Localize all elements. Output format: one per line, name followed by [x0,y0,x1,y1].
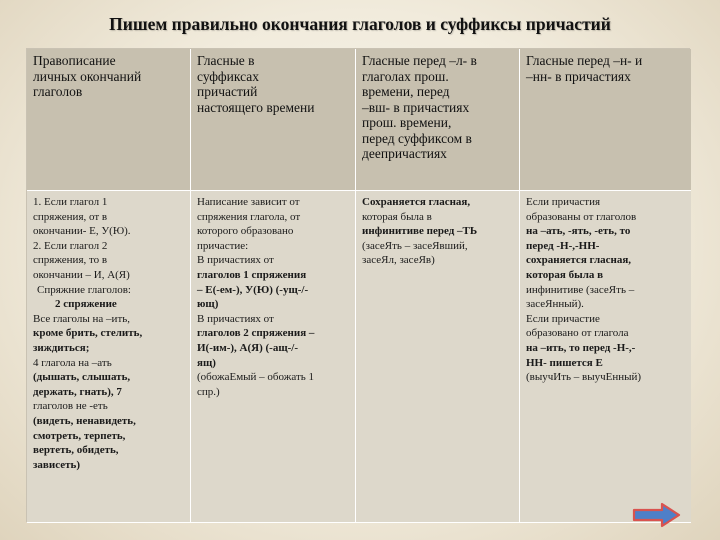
rule-line: на –ить, то перед -Н-,- [526,341,636,354]
rule-line: глаголов 1 спряжения [197,268,307,281]
rule-line: зиждиться; [33,341,90,354]
rule-line: (засеЯть – засеЯвший, [362,239,468,252]
next-slide-button[interactable] [632,502,682,528]
header-line: перед суффиксом в [362,130,472,146]
rule-line: глаголов 2 спряжения – [197,327,315,340]
header-line: прош. времени, [362,115,452,130]
rule-line: которого образовано [197,225,294,238]
header-line: суффиксах [197,68,259,84]
rule-line: причастие: [197,239,249,252]
rule-line: НН- пишется Е [526,356,603,369]
rule-line: сохраняется гласная, [526,254,632,267]
header-line: Гласные перед –л- в [362,53,477,68]
header-line: настоящего времени [197,99,315,115]
rule-line: которая была в [362,210,432,223]
header-cell-present-participle-vowels [191,49,356,191]
header-line: глаголах прош. [362,68,449,84]
header-cell-vowels-before-n-nn [520,49,691,191]
rule-line: спряжения, то в [33,254,108,267]
rule-line: образованы от глаголов [526,210,637,223]
rule-line: на –ать, -ять, -еть, то [526,225,631,238]
rule-line: Спряжние глаголов: [37,283,131,296]
header-line: Гласные перед –н- и [526,53,643,68]
page-title: Пишем правильно окончания глаголов и суффиксы причастий [109,14,611,34]
rule-line: ющ) [197,298,219,311]
rule-line: (обожаЕмый – обожать 1 [197,371,315,384]
header-line: причастий [197,84,258,99]
header-cell-verb-endings [27,49,191,191]
rule-line: инфинитиве (засеЯть – [526,283,635,296]
rule-line: 4 глагола на –ать [33,356,112,369]
rule-line: Если причастия [526,196,601,208]
rule-line: Если причастие [526,312,600,325]
rule-line: 2. Если глагол 2 [33,239,108,252]
rule-line: окончании – И, А(Я) [33,268,130,281]
right-arrow-icon [632,502,682,528]
rule-line: перед -Н-,-НН- [526,239,600,252]
header-line: –вш- в причастиях [362,99,470,115]
rule-line: ящ) [197,356,216,369]
body-cell-present-participle-vowels [191,191,356,523]
rule-line: зависеть) [33,458,80,471]
rule-line: спряжения, от в [33,210,108,223]
rule-line: смотреть, терпеть, [33,429,126,442]
header-line: Гласные в [197,53,255,68]
rule-line: образовано от глагола [526,327,629,340]
header-cell-vowels-before-l [356,49,520,191]
rule-line: спряжения глагола, от [197,210,301,223]
rule-line: которая была в [526,268,604,281]
body-cell-verb-endings [27,191,191,523]
rule-line: вертеть, обидеть, [33,444,119,457]
rule-line: глаголов не -еть [33,400,108,413]
rule-line: Все глаголы на –ить, [33,312,131,325]
rule-line: (дышать, слышать, [33,371,131,384]
body-cell-vowels-before-n-nn [520,191,691,523]
rule-line: засеЯнный). [526,298,584,311]
header-line: глаголов [33,84,83,99]
rule-line: Сохраняется гласная, [362,196,471,208]
rule-line: инфинитиве перед –ТЬ [362,225,478,238]
rule-line: 2 спряжение [55,298,117,311]
rule-line: И(-им-), А(Я) (-ащ-/- [197,341,298,354]
rule-line: (видеть, ненавидеть, [33,414,136,427]
header-line: личных окончаний [33,68,142,84]
rule-line: спр.) [197,385,220,398]
rule-line: держать, гнать), 7 [33,385,122,398]
rule-line: 1. Если глагол 1 [33,196,108,208]
header-line: Правописание [33,53,116,68]
rule-line: В причастиях от [197,254,274,267]
rule-line: окончании- Е, У(Ю). [33,225,131,238]
body-cell-vowels-before-l [356,191,520,523]
header-line: времени, перед [362,84,450,99]
rule-line: (выучИть – выучЕнный) [526,371,642,384]
header-line: деепричастиях [362,146,447,161]
rule-line: Написание зависит от [197,196,300,208]
rules-table [26,48,690,522]
header-line: –нн- в причастиях [526,68,631,84]
rule-line: В причастиях от [197,312,274,325]
rule-line: засеЯл, засеЯв) [362,254,435,267]
rule-line: кроме брить, стелить, [33,327,143,340]
rule-line: – Е(-ем-), У(Ю) (-ущ-/- [197,283,309,296]
